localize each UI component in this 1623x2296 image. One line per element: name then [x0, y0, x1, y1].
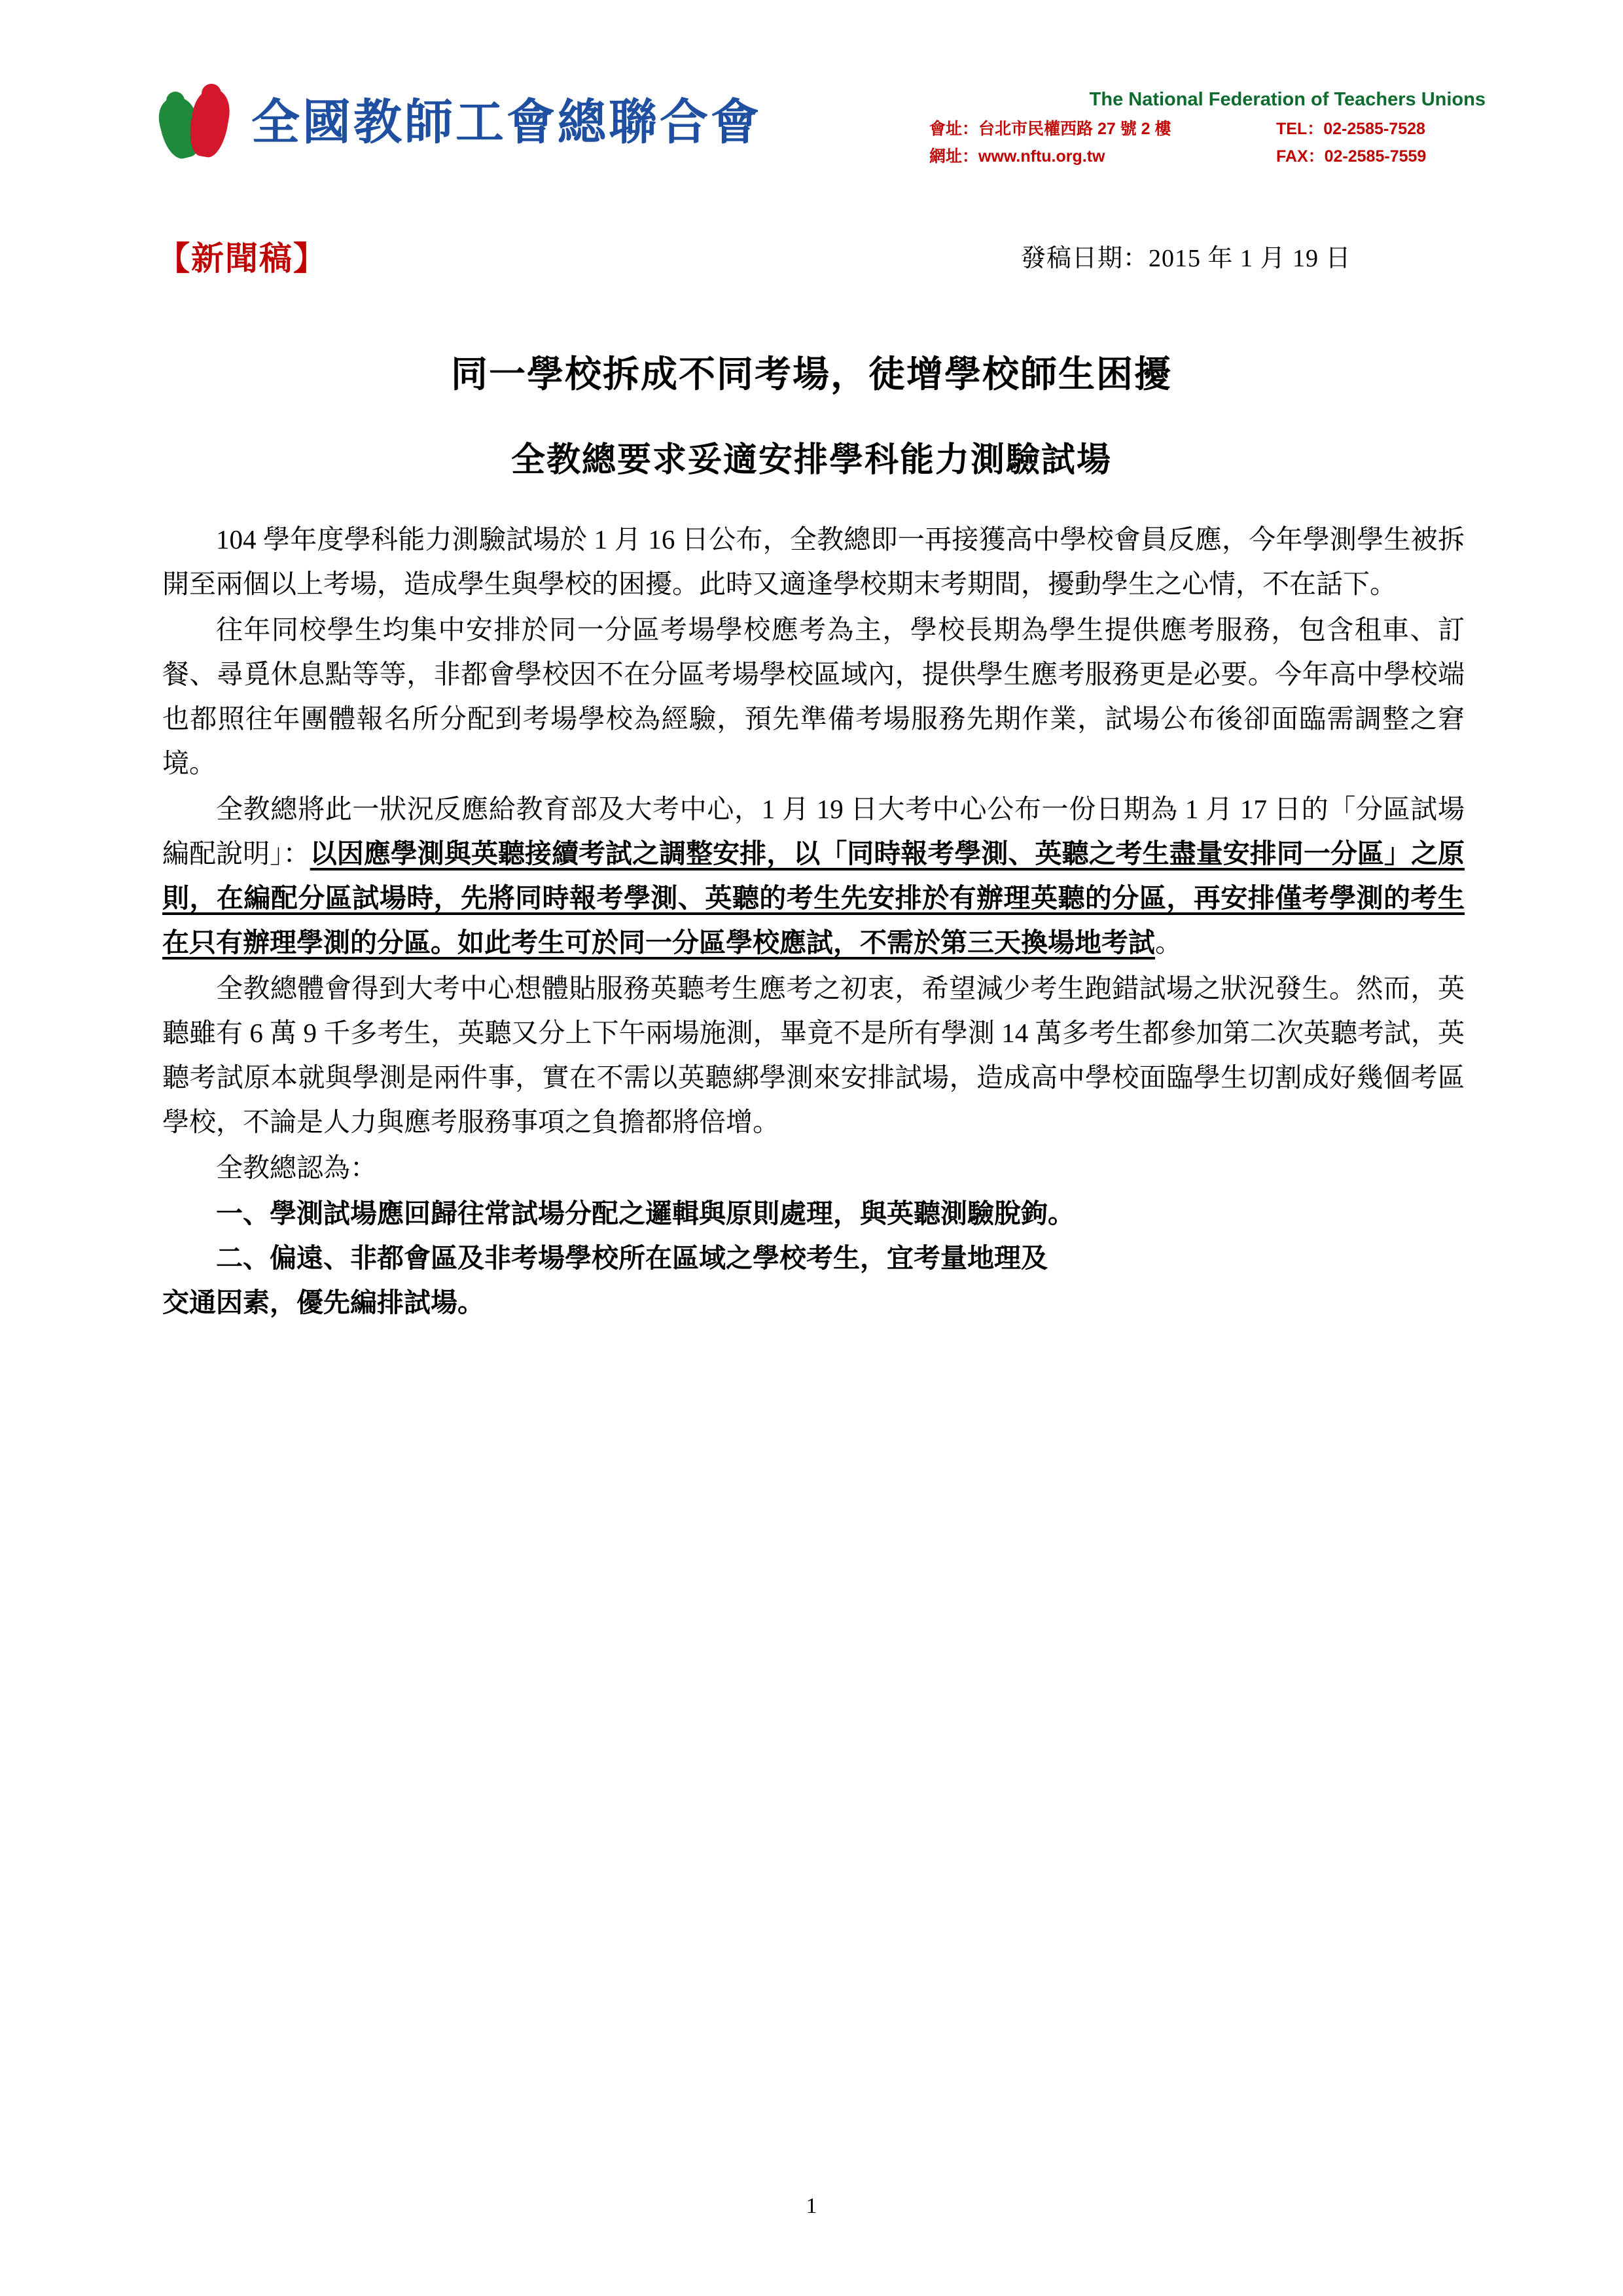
- contact-line-web: [929, 143, 1486, 167]
- paragraph-4: 全教總體會得到大考中心想體貼服務英聽考生應考之初衷，希望減少考生跑錯試場之狀況發生。然而，英聽雖有 6 萬 9 千多考生，英聽又分上下午兩場施測，畢竟不是所有學測 14 萬多考生都參加第二次英聽考試，英聽考試原本就與學測是兩件事，實在不需以英聽綁學測來安排試場，造成高中學校面臨學生切割成好幾個考區學校，不論是人力與應考服務事項之負擔都將倍增。: [162, 973, 1465, 1137]
- logo-text: 全國教師工會總聯合會: [251, 96, 762, 150]
- paragraph-5: 全教總認為：: [216, 1153, 377, 1183]
- paragraph-3-lead: 全教總將此一狀況反應給教育部及大考中心，1 月 19 日大考中心公布一份日期為 1 月 17 日的「分區試場編配說明」：: [162, 794, 1465, 869]
- issue-date: 發稿日期：2015 年 1 月 19 日: [1021, 245, 1351, 272]
- page-number: 1: [806, 2194, 817, 2218]
- demand-item-1: 一、學測試場應回歸往常試場分配之邏輯與原則處理，與英聽測驗脫鉤。: [216, 1198, 1075, 1229]
- paragraph-3-tail: 。: [1155, 927, 1182, 958]
- organization-logo: [156, 84, 762, 162]
- demand-item-2-line-1: 二、偏遠、非都會區及非考場學校所在區域之學校考生，宜考量地理及: [216, 1243, 1048, 1273]
- page-title: 同一學校拆成不同考場，徒增學校師生困擾: [451, 355, 1172, 395]
- federation-emblem-icon: [156, 84, 240, 162]
- paragraph-2: 往年同校學生均集中安排於同一分區考場學校應考為主，學校長期為學生提供應考服務，包含租車、訂餐、尋覓休息點等等，非都會學校因不在分區考場學校區域內，提供學生應考服務更是必要。今年高中學校端也都照往年團體報名所分配到考場學校為經驗，預先準備考場服務先期作業，試場公布後卻面臨需調整之窘境。: [162, 615, 1465, 778]
- paragraph-3-emphasis: 以因應學測與英聽接續考試之調整安排，以「同時報考學測、英聽之考生盡量安排同一分區」之原則，在編配分區試場時，先將同時報考學測、英聽的考生先安排於有辦理英聽的分區，再安排僅考學測的考生在只有辦理學測的分區。如此考生可於同一分區學校應試，不需於第三天換場地考試: [162, 838, 1465, 958]
- demand-item-2-line-2: 交通因素，優先編排試場。: [162, 1287, 484, 1318]
- press-release-tag: 【新聞稿】: [157, 240, 327, 277]
- paragraph-3: [162, 787, 1465, 965]
- address-label: 會址：台北市民權西路 27 號 2 樓: [929, 120, 1171, 138]
- document-header: [0, 77, 1623, 208]
- document-meta-row: [0, 232, 1623, 278]
- fax-label: FAX：02-2585-7559: [1276, 147, 1427, 166]
- page-subtitle: 全教總要求妥適安排學科能力測驗試場: [510, 442, 1112, 479]
- organization-name-en: The National Federation of Teachers Unions: [1089, 89, 1486, 110]
- telephone-label: TEL：02-2585-7528: [1276, 120, 1425, 138]
- contact-line-address: [929, 116, 1486, 139]
- organization-contact-info: [929, 89, 1486, 171]
- website-label: 網址：www.nftu.org.tw: [929, 147, 1105, 166]
- document-body: [162, 517, 1465, 1325]
- paragraph-1: 104 學年度學科能力測驗試場於 1 月 16 日公布，全教總即一再接獲高中學校會員反應，今年學測學生被拆開至兩個以上考場，造成學生與學校的困擾。此時又適逢學校期末考期間，擾動學生之心情，不在話下。: [162, 524, 1465, 599]
